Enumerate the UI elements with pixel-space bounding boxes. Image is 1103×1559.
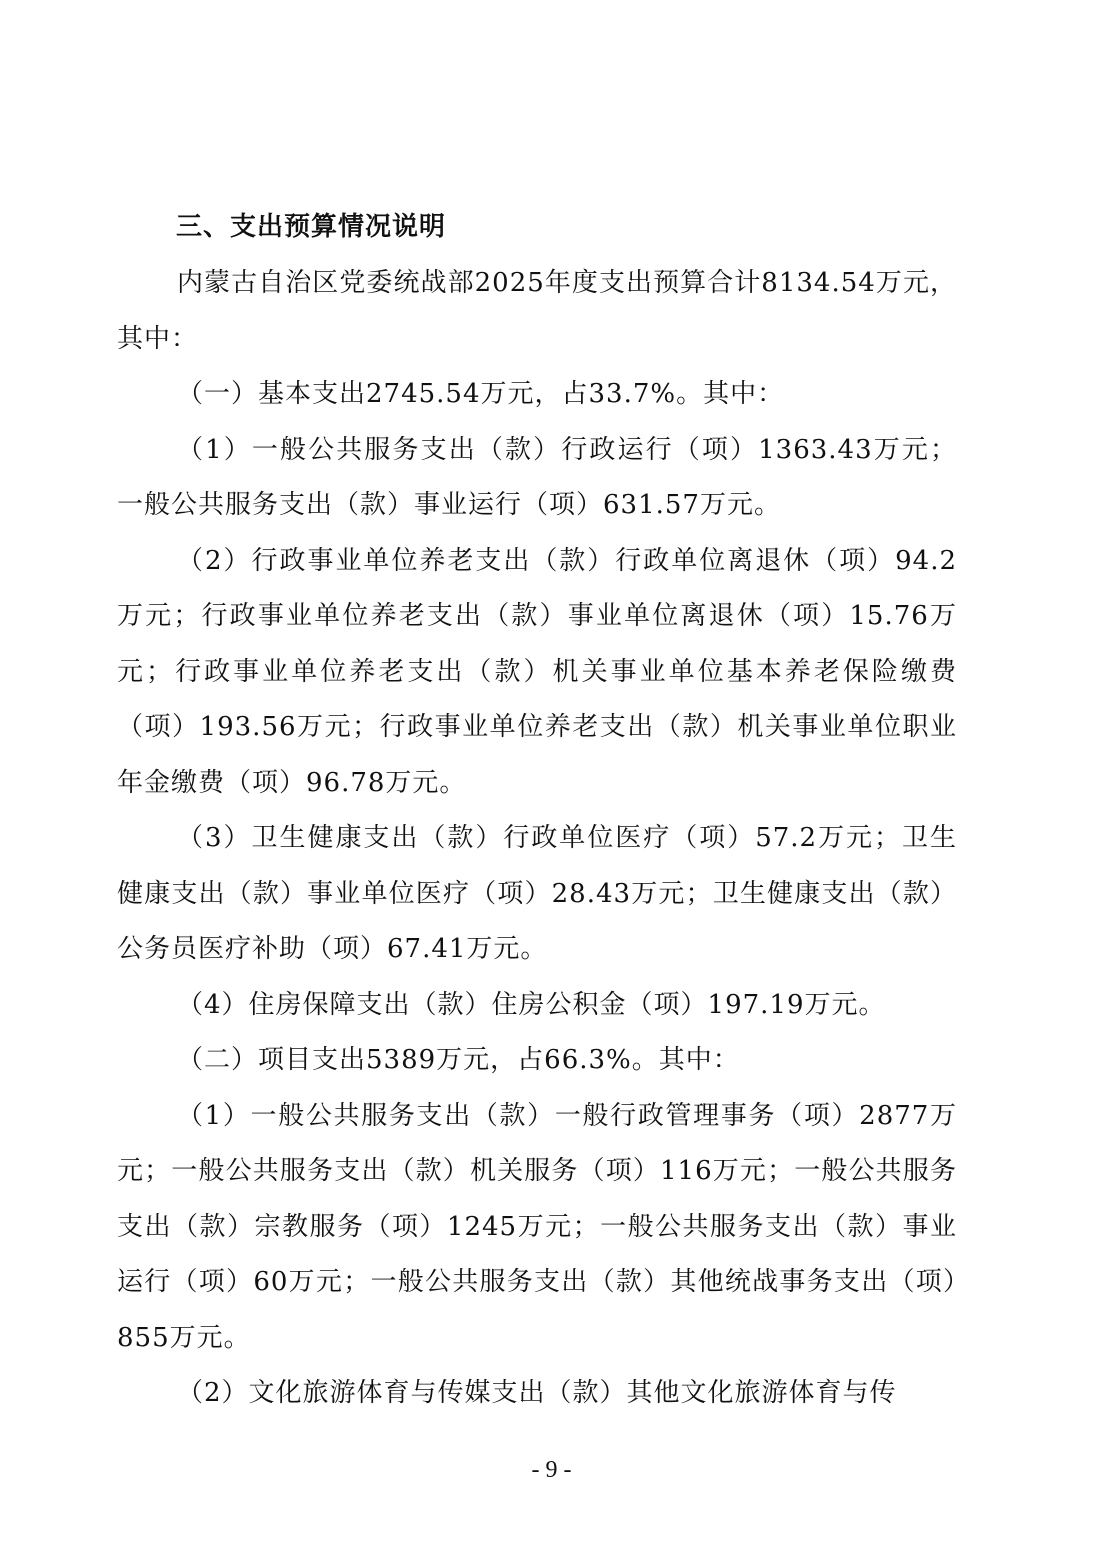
page-number: - 9 - [531, 1457, 572, 1483]
paragraph-basic-item-1: （1）一般公共服务支出（款）行政运行（项）1363.43万元；一般公共服务支出（款）事业运行（项）631.57万元。 [117, 434, 957, 520]
document-body [117, 256, 957, 1422]
paragraph-basic-item-4: （4）住房保障支出（款）住房公积金（项）197.19万元。 [177, 989, 886, 1020]
paragraph-project-expenditure: （二）项目支出5389万元，占66.3%。其中： [177, 1045, 740, 1075]
paragraph-total: 内蒙古自治区党委统战部2025年度支出预算合计8134.54万元，其中： [117, 268, 957, 354]
section-heading: 三、支出预算情况说明 [176, 212, 447, 242]
paragraph-basic-item-3: （3）卫生健康支出（款）行政单位医疗（项）57.2万元；卫生健康支出（款）事业单位医疗（项）28.43万元；卫生健康支出（款）公务员医疗补助（项）67.41万元。 [117, 823, 957, 964]
paragraph-basic-item-2: （2）行政事业单位养老支出（款）行政单位离退休（项）94.2万元；行政事业单位养老支出（款）事业单位离退休（项）15.76万元；行政事业单位养老支出（款）机关事业单位基本养老保险缴费（项）193.56万元；行政事业单位养老支出（款）机关事业单位职业年金缴费（项）96.78万元。 [117, 545, 957, 798]
paragraph-project-item-2: （2）文化旅游体育与传媒支出（款）其他文化旅游体育与传 [177, 1378, 897, 1408]
paragraph-basic-expenditure: （一）基本支出2745.54万元，占33.7%。其中： [177, 379, 785, 409]
paragraph-project-item-1: （1）一般公共服务支出（款）一般行政管理事务（项）2877万元；一般公共服务支出（款）机关服务（项）116万元；一般公共服务支出（款）宗教服务（项）1245万元；一般公共服务支出（款）事业运行（项）60万元；一般公共服务支出（款）其他统战事务支出（项）855万元。 [117, 1100, 957, 1353]
